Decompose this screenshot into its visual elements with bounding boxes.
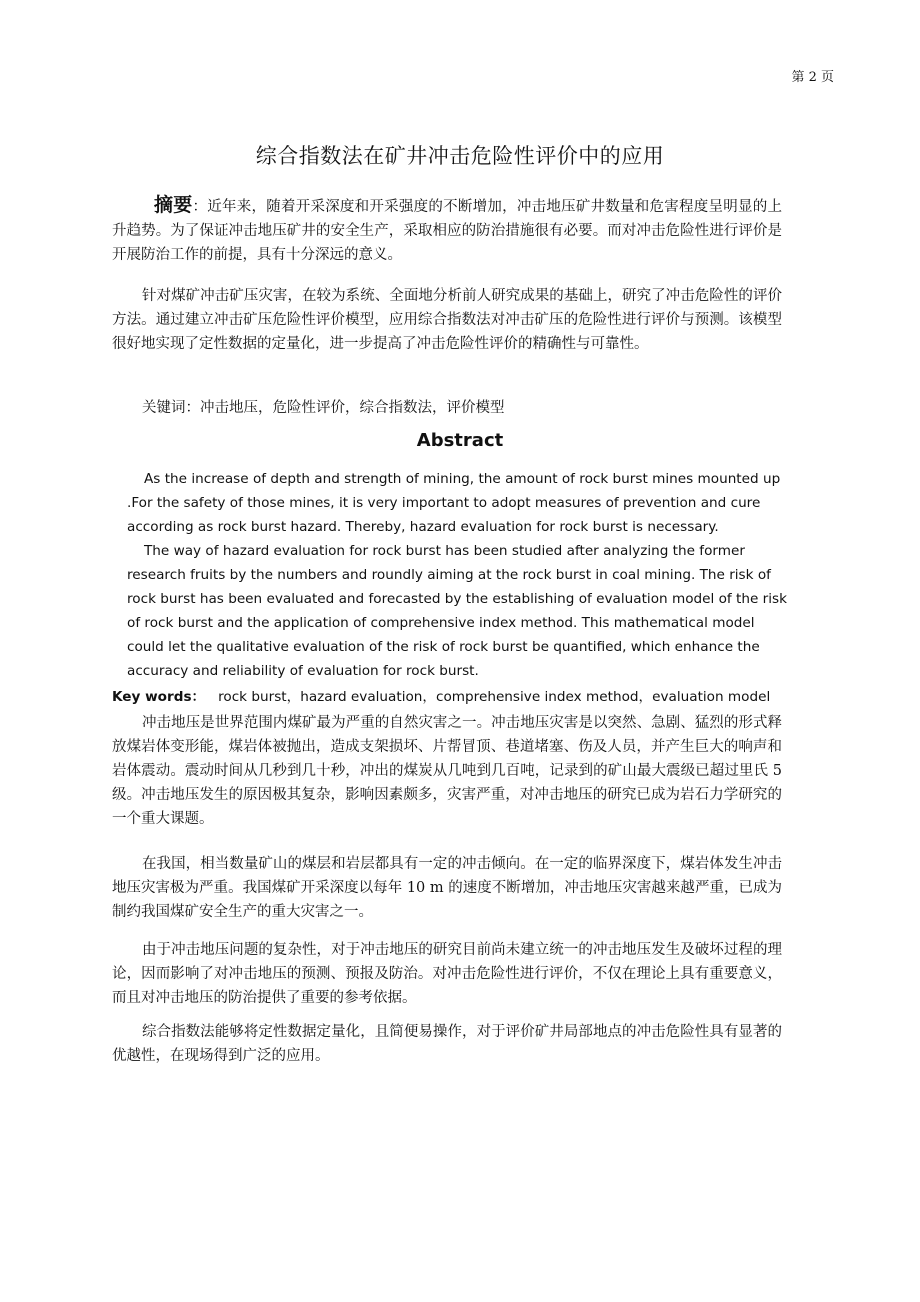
paper-title: 综合指数法在矿井冲击危险性评价中的应用 (255, 144, 665, 168)
keywords-en-text: rock burst，hazard evaluation，comprehensive index method，evaluation model (218, 689, 771, 705)
body-paragraph-2: 在我国，相当数量矿山的煤层和岩层都具有一定的冲击倾向。在一定的临界深度下，煤岩体发生冲击地压灾害极为严重。我国煤矿开采深度以每年 10 m 的速度不断增加，冲击地压灾害越来越严重，已成为制约我国煤矿安全生产的重大灾害之一。 (112, 856, 782, 920)
keywords-cn: 关键词：冲击地压，危险性评价，综合指数法，评价模型 (142, 400, 505, 416)
abstract-cn-paragraph-1 (112, 193, 782, 267)
abstract-cn-paragraph-2: 针对煤矿冲击矿压灾害，在较为系统、全面地分析前人研究成果的基础上，研究了冲击危险性的评价方法。通过建立冲击矿压危险性评价模型，应用综合指数法对冲击矿压的危险性进行评价与预测。该模型很好地实现了定性数据的定量化，进一步提高了冲击危险性评价的精确性与可靠性。 (112, 288, 782, 352)
body-paragraph-4: 综合指数法能够将定性数据定量化，且简便易操作，对于评价矿井局部地点的冲击危险性具有显著的优越性，在现场得到广泛的应用。 (112, 1024, 782, 1064)
abstract-en-paragraph-1 (127, 467, 787, 539)
page-number: 第 2 页 (791, 70, 834, 85)
abstract-en-heading: Abstract (416, 430, 504, 451)
body-paragraph-3: 由于冲击地压问题的复杂性，对于冲击地压的研究目前尚未建立统一的冲击地压发生及破坏过程的理论，因而影响了对冲击地压的预测、预报及防治。对冲击危险性进行评价，不仅在理论上具有重要意义，而且对冲击地压的防治提供了重要的参考依据。 (112, 942, 782, 1006)
keywords-en (112, 685, 812, 709)
abstract-cn-label: 摘要 (154, 194, 193, 216)
body-paragraph-1: 冲击地压是世界范围内煤矿最为严重的自然灾害之一。冲击地压灾害是以突然、急剧、猛烈的形式释放煤岩体变形能，煤岩体被抛出，造成支架损坏、片帮冒顶、巷道堵塞、伤及人员，并产生巨大的响声和岩体震动。震动时间从几秒到几十秒，冲出的煤炭从几吨到几百吨，记录到的矿山最大震级已超过里氏 5 级。冲击地压发生的原因极其复杂，影响因素颇多，灾害严重，对冲击地压的研究已成为岩石力学研究的一个重大课题。 (112, 715, 782, 827)
abstract-cn-text-1: ：近年来，随着开采深度和开采强度的不断增加，冲击地压矿井数量和危害程度呈明显的上升趋势。为了保证冲击地压矿井的安全生产，采取相应的防治措施很有必要。而对冲击危险性进行评价是开展防治工作的前提，具有十分深远的意义。 (112, 199, 782, 263)
keywords-en-label: Key words： (112, 689, 206, 705)
abstract-en-text-2: The way of hazard evaluation for rock burst has been studied after analyzing the former research fruits by the numbers and roundly aiming at the rock burst in coal mining. The risk of rock burst has been evaluated and forecasted by the establishing of evaluation model of the risk of rock burst and the application of comprehensive index method. This mathematical model could let the qualitative evaluation of the risk of rock burst be quantified, which enhance the accuracy and reliability of evaluation for rock burst. (127, 543, 787, 679)
abstract-en-paragraph-2 (127, 539, 787, 683)
abstract-en-text-1: As the increase of depth and strength of mining, the amount of rock burst mines mounted up .For the safety of those mines, it is very important to adopt measures of prevention and cure according as rock burst hazard. Thereby, hazard evaluation for rock burst is necessary. (127, 471, 781, 535)
